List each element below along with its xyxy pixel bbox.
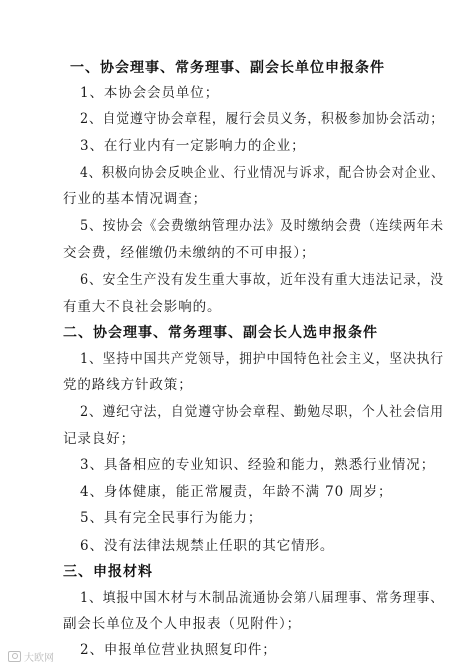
list-item-1-1: 1、本协会会员单位； xyxy=(80,85,220,102)
list-item-1-4-cont: 行业的基本情况调查； xyxy=(63,191,207,208)
list-item-2-3: 3、具备相应的专业知识、经验和能力，熟悉行业情况； xyxy=(80,457,436,474)
list-item-3-1: 1、填报中国木材与木制品流通协会第八届理事、常务理事、 xyxy=(80,589,444,606)
list-item-2-2: 2、遵纪守法，自觉遵守协会章程、勤勉尽职，个人社会信用 xyxy=(80,404,444,421)
watermark xyxy=(8,649,54,664)
list-item-1-4: 4、积极向协会反映企业、行业情况与诉求，配合协会对企业、 xyxy=(80,165,445,182)
list-item-2-1: 1、坚持中国共产党领导，拥护中国特色社会主义，坚决执行 xyxy=(80,350,444,367)
section-heading-3: 三、申报材料 xyxy=(63,563,153,580)
section-heading-1: 一、协会理事、常务理事、副会长单位申报条件 xyxy=(70,59,385,76)
list-item-3-2: 2、申报单位营业执照复印件； xyxy=(80,642,277,658)
list-item-1-3: 3、在行业内有一定影响力的企业； xyxy=(80,138,306,155)
list-item-1-6-cont: 有重大不良社会影响的。 xyxy=(63,298,222,315)
camera-icon xyxy=(8,651,21,662)
list-item-1-6: 6、安全生产没有发生重大事故，近年没有重大违法记录，没 xyxy=(80,271,444,288)
list-item-2-5: 5、具有完全民事行为能力； xyxy=(80,510,263,527)
list-item-1-5-cont: 交会费，经催缴仍未缴纳的不可申报）； xyxy=(63,245,316,262)
list-item-1-2: 2、自觉遵守协会章程，履行会员义务，积极参加协会活动； xyxy=(80,111,444,128)
list-item-2-2-cont: 记录良好； xyxy=(63,431,135,448)
section-heading-2: 二、协会理事、常务理事、副会长人选申报条件 xyxy=(63,324,378,341)
list-item-1-5: 5、按协会《会费缴纳管理办法》及时缴纳会费（连续两年未 xyxy=(80,218,444,235)
list-item-3-1-cont: 副会长单位及个人申报表（见附件）； xyxy=(63,615,302,632)
list-item-2-6: 6、没有法律法规禁止任职的其它情形。 xyxy=(80,537,335,554)
watermark-text: 大欧网 xyxy=(24,653,54,664)
list-item-2-4: 4、身体健康，能正常履责，年龄不满 70 周岁； xyxy=(80,484,393,501)
list-item-2-1-cont: 党的路线方针政策； xyxy=(63,377,193,394)
